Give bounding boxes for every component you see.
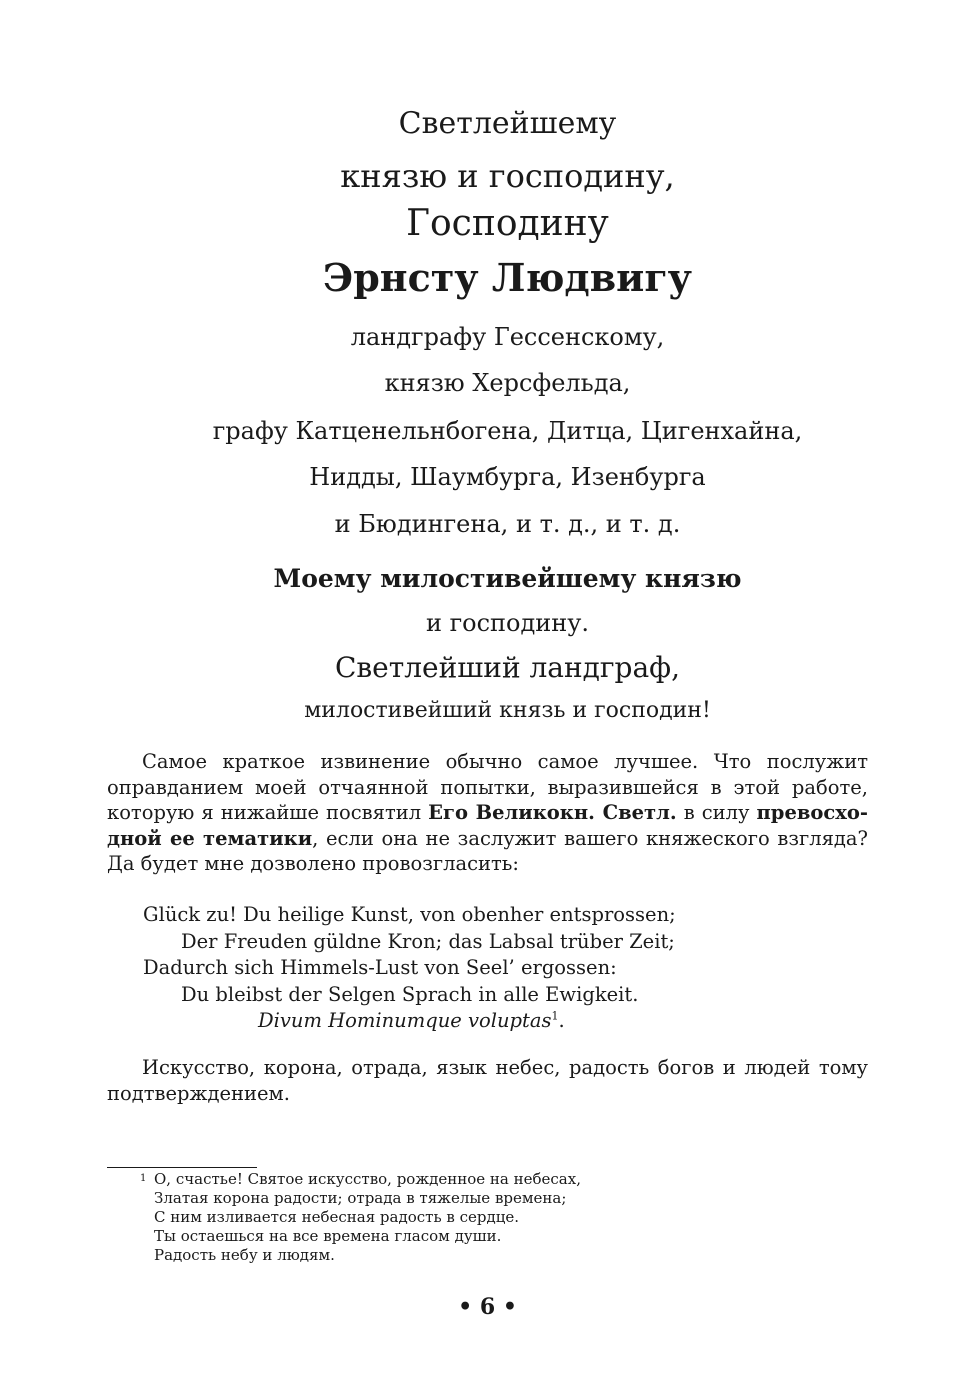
motto-tail: .	[558, 1009, 565, 1032]
dedication-line-3: Господину	[406, 203, 609, 244]
title-line-1: ландграфу Гессенскому,	[350, 323, 665, 351]
paragraph-line: Искусство, корона, отрада, язык небес, радость богов и людей тому	[142, 1056, 868, 1079]
paragraph-line: Да будет мне дозволено провозгласить:	[107, 852, 519, 875]
motto-text: Divum Hominumque voluptas	[258, 1009, 552, 1032]
footnote-line: Златая корона радости; отрада в тяжелые времена;	[154, 1189, 567, 1207]
body-paragraph-1	[107, 749, 868, 877]
poem-motto	[143, 1008, 676, 1035]
poem-line: Glück zu! Du heilige Kunst, von obenher entsprossen;	[143, 903, 676, 926]
poem-line: Du bleibst der Selgen Sprach in alle Ewigkeit.	[181, 982, 639, 1006]
page-number: • 6 •	[458, 1294, 517, 1320]
paragraph-text: , если она не заслужит вашего княжеского взгляда?	[312, 826, 868, 850]
paragraph-bold-text: Его Великокн. Светл.	[428, 801, 677, 824]
paragraph-bold-text: дной ее тематики	[107, 826, 313, 850]
footnote-reference[interactable]: 1	[551, 1009, 559, 1023]
title-line-3: графу Катценельнбогена, Дитца, Цигенхайна,	[212, 417, 803, 445]
footnote-line: С ним изливается небесная радость в сердце.	[154, 1208, 519, 1226]
paragraph-text: в силу	[676, 801, 757, 824]
title-line-4: Нидды, Шаумбурга, Изенбурга	[309, 463, 706, 491]
footnote-divider	[107, 1167, 257, 1168]
german-poem	[143, 902, 676, 1035]
salutation-sub: милостивейший князь и господин!	[304, 698, 711, 723]
title-line-2: князю Херсфельда,	[384, 369, 631, 397]
paragraph-bold-text: превосхо-	[756, 801, 868, 824]
footnote-number: 1	[140, 1173, 147, 1184]
footnote-line: Ты остаешься на все времена гласом души.	[154, 1227, 502, 1245]
salutation: Светлейший ландграф,	[334, 651, 680, 684]
title-line-5: и Бюдингена, и т. д., и т. д.	[334, 510, 681, 538]
paragraph-line: Самое краткое извинение обычно самое лучшее. Что послужит	[142, 750, 868, 773]
dedication-name: Эрнсту Людвигу	[323, 255, 692, 300]
body-paragraph-2	[107, 1055, 868, 1106]
dedication-line-2: князю и господину,	[340, 157, 675, 195]
paragraph-line: оправданием моей отчаянной попытки, выразившейся в этой работе,	[107, 775, 868, 799]
footnote	[140, 1170, 581, 1265]
paragraph-line	[107, 826, 868, 852]
paragraph-line	[107, 800, 868, 826]
footnote-line: О, счастье! Святое искусство, рожденное на небесах,	[154, 1170, 581, 1188]
paragraph-text: которую я нижайше посвятил	[107, 801, 429, 824]
footnote-line: Радость небу и людям.	[154, 1246, 335, 1264]
paragraph-line: подтверждением.	[107, 1081, 290, 1105]
dedication-line-1: Светлейшему	[398, 106, 617, 141]
address-line: и господину.	[425, 609, 590, 637]
poem-line: Der Freuden güldne Kron; das Labsal trüber Zeit;	[181, 929, 675, 953]
poem-line: Dadurch sich Himmels-Lust von Seel’ ergossen:	[143, 956, 617, 979]
address-bold: Моему милостивейшему князю	[273, 564, 742, 593]
